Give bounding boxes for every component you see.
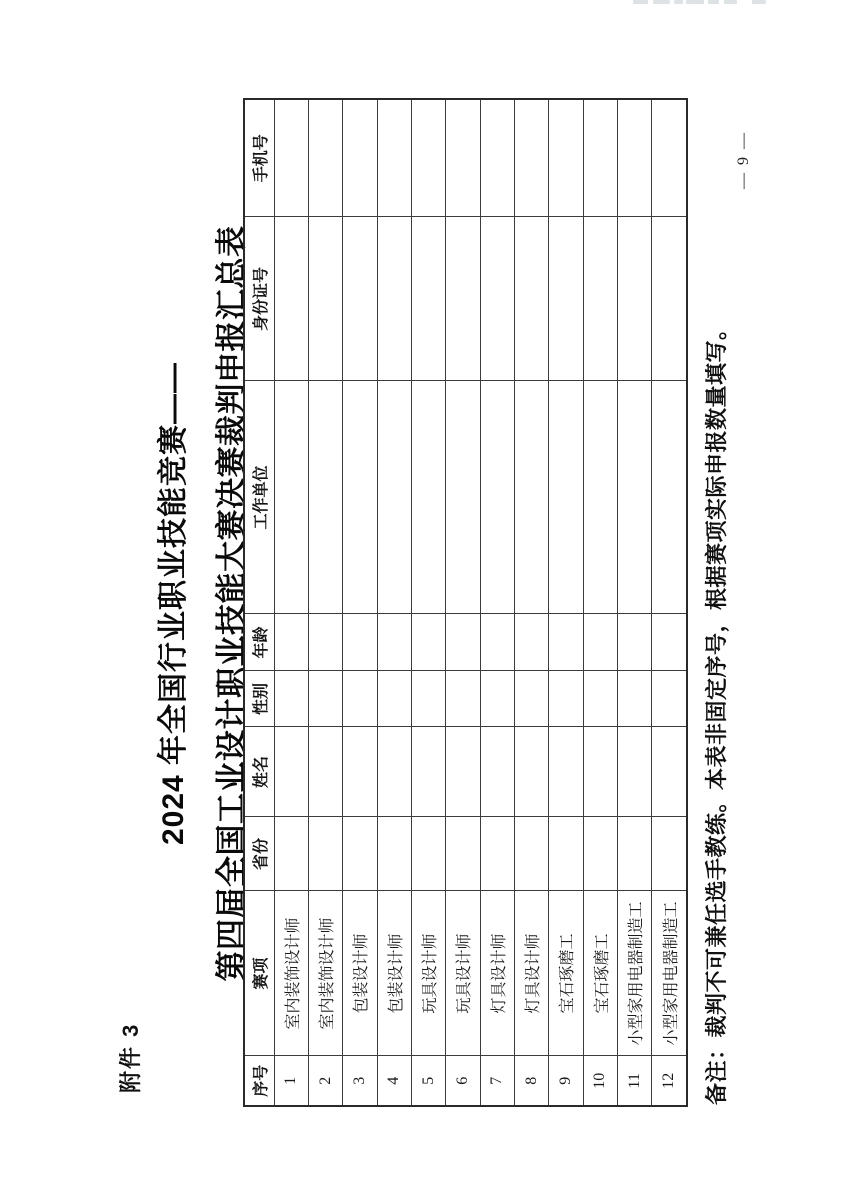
work-unit-cell	[514, 381, 548, 614]
scan-artifact	[686, 0, 704, 4]
phone-number-cell	[274, 99, 308, 217]
name-cell	[514, 727, 548, 817]
event-name-cell: 灯具设计师	[480, 891, 514, 1056]
table-row	[274, 99, 308, 1106]
scan-artifact	[752, 0, 766, 4]
age-cell	[549, 614, 583, 671]
page-number: — 9 —	[735, 131, 752, 189]
work-unit-cell	[480, 381, 514, 614]
event-name-cell: 小型家用电器制造工	[617, 891, 651, 1056]
header-work-unit: 工作单位	[244, 381, 274, 614]
phone-number-cell	[583, 99, 617, 217]
table-row	[446, 99, 480, 1106]
name-cell	[549, 727, 583, 817]
event-name-cell: 包装设计师	[377, 891, 411, 1056]
work-unit-cell	[652, 381, 687, 614]
scan-artifact	[724, 0, 737, 4]
header-name: 姓名	[244, 727, 274, 817]
province-cell	[308, 817, 342, 891]
serial-number-cell: 2	[308, 1056, 342, 1106]
serial-number-cell: 6	[446, 1056, 480, 1106]
header-age: 年龄	[244, 614, 274, 671]
work-unit-cell	[583, 381, 617, 614]
age-cell	[343, 614, 377, 671]
scan-artifact	[653, 0, 670, 4]
work-unit-cell	[343, 381, 377, 614]
id-number-cell	[446, 217, 480, 381]
age-cell	[583, 614, 617, 671]
name-cell	[446, 727, 480, 817]
table-header-row	[244, 99, 274, 1106]
table-row	[617, 99, 651, 1106]
table-body	[274, 99, 687, 1106]
scan-artifact	[633, 0, 648, 4]
table-row	[480, 99, 514, 1106]
gender-cell	[343, 671, 377, 727]
header-event: 赛项	[244, 891, 274, 1056]
name-cell	[274, 727, 308, 817]
id-number-cell	[377, 217, 411, 381]
gender-cell	[446, 671, 480, 727]
gender-cell	[617, 671, 651, 727]
header-province: 省份	[244, 817, 274, 891]
province-cell	[274, 817, 308, 891]
gender-cell	[583, 671, 617, 727]
province-cell	[377, 817, 411, 891]
name-cell	[652, 727, 687, 817]
name-cell	[411, 727, 445, 817]
serial-number-cell: 8	[514, 1056, 548, 1106]
title-line-2: 第四届全国工业设计职业技能大赛决赛裁判申报汇总表	[214, 225, 249, 982]
judges-summary-table	[243, 98, 688, 1107]
scan-artifact	[708, 0, 719, 4]
phone-number-cell	[514, 99, 548, 217]
province-cell	[652, 817, 687, 891]
name-cell	[343, 727, 377, 817]
age-cell	[514, 614, 548, 671]
table-row	[411, 99, 445, 1106]
event-name-cell: 玩具设计师	[411, 891, 445, 1056]
header-phone-number: 手机号	[244, 99, 274, 217]
gender-cell	[514, 671, 548, 727]
age-cell	[480, 614, 514, 671]
table-row	[377, 99, 411, 1106]
phone-number-cell	[652, 99, 687, 217]
serial-number-cell: 1	[274, 1056, 308, 1106]
age-cell	[377, 614, 411, 671]
phone-number-cell	[343, 99, 377, 217]
id-number-cell	[549, 217, 583, 381]
serial-number-cell: 12	[652, 1056, 687, 1106]
phone-number-cell	[446, 99, 480, 217]
gender-cell	[377, 671, 411, 727]
work-unit-cell	[274, 381, 308, 614]
header-id-number: 身份证号	[244, 217, 274, 381]
table-row	[652, 99, 687, 1106]
age-cell	[411, 614, 445, 671]
event-name-cell: 玩具设计师	[446, 891, 480, 1056]
event-name-cell: 灯具设计师	[514, 891, 548, 1056]
age-cell	[617, 614, 651, 671]
serial-number-cell: 5	[411, 1056, 445, 1106]
age-cell	[274, 614, 308, 671]
id-number-cell	[308, 217, 342, 381]
phone-number-cell	[377, 99, 411, 217]
phone-number-cell	[549, 99, 583, 217]
gender-cell	[480, 671, 514, 727]
serial-number-cell: 10	[583, 1056, 617, 1106]
work-unit-cell	[549, 381, 583, 614]
province-cell	[514, 817, 548, 891]
serial-number-cell: 4	[377, 1056, 411, 1106]
id-number-cell	[411, 217, 445, 381]
gender-cell	[411, 671, 445, 727]
event-name-cell: 宝石琢磨工	[583, 891, 617, 1056]
province-cell	[480, 817, 514, 891]
table-row	[308, 99, 342, 1106]
remark-note: 备注：裁判不可兼任选手教练。本表非固定序号，根据赛项实际申报数量填写。	[704, 317, 729, 1105]
event-name-cell: 包装设计师	[343, 891, 377, 1056]
province-cell	[549, 817, 583, 891]
name-cell	[583, 727, 617, 817]
age-cell	[652, 614, 687, 671]
phone-number-cell	[308, 99, 342, 217]
gender-cell	[549, 671, 583, 727]
table-row	[583, 99, 617, 1106]
gender-cell	[652, 671, 687, 727]
document-title	[148, 100, 251, 1107]
event-name-cell: 宝石琢磨工	[549, 891, 583, 1056]
scan-artifact	[674, 0, 683, 4]
table-row	[549, 99, 583, 1106]
id-number-cell	[480, 217, 514, 381]
phone-number-cell	[617, 99, 651, 217]
id-number-cell	[343, 217, 377, 381]
id-number-cell	[583, 217, 617, 381]
serial-number-cell: 3	[343, 1056, 377, 1106]
name-cell	[617, 727, 651, 817]
province-cell	[343, 817, 377, 891]
province-cell	[411, 817, 445, 891]
id-number-cell	[514, 217, 548, 381]
name-cell	[308, 727, 342, 817]
header-serial-number: 序号	[244, 1056, 274, 1106]
work-unit-cell	[446, 381, 480, 614]
event-name-cell: 小型家用电器制造工	[652, 891, 687, 1056]
age-cell	[446, 614, 480, 671]
id-number-cell	[652, 217, 687, 381]
header-gender: 性别	[244, 671, 274, 727]
work-unit-cell	[308, 381, 342, 614]
serial-number-cell: 7	[480, 1056, 514, 1106]
serial-number-cell: 9	[549, 1056, 583, 1106]
attachment-label: 附件 3	[118, 1022, 143, 1093]
table-row	[343, 99, 377, 1106]
phone-number-cell	[411, 99, 445, 217]
gender-cell	[308, 671, 342, 727]
table-row	[514, 99, 548, 1106]
phone-number-cell	[480, 99, 514, 217]
gender-cell	[274, 671, 308, 727]
serial-number-cell: 11	[617, 1056, 651, 1106]
name-cell	[377, 727, 411, 817]
province-cell	[583, 817, 617, 891]
work-unit-cell	[617, 381, 651, 614]
event-name-cell: 室内装饰设计师	[274, 891, 308, 1056]
age-cell	[308, 614, 342, 671]
work-unit-cell	[377, 381, 411, 614]
province-cell	[446, 817, 480, 891]
name-cell	[480, 727, 514, 817]
event-name-cell: 室内装饰设计师	[308, 891, 342, 1056]
province-cell	[617, 817, 651, 891]
id-number-cell	[274, 217, 308, 381]
id-number-cell	[617, 217, 651, 381]
work-unit-cell	[411, 381, 445, 614]
title-line-1: 2024 年全国行业职业技能竞赛——	[157, 361, 190, 846]
